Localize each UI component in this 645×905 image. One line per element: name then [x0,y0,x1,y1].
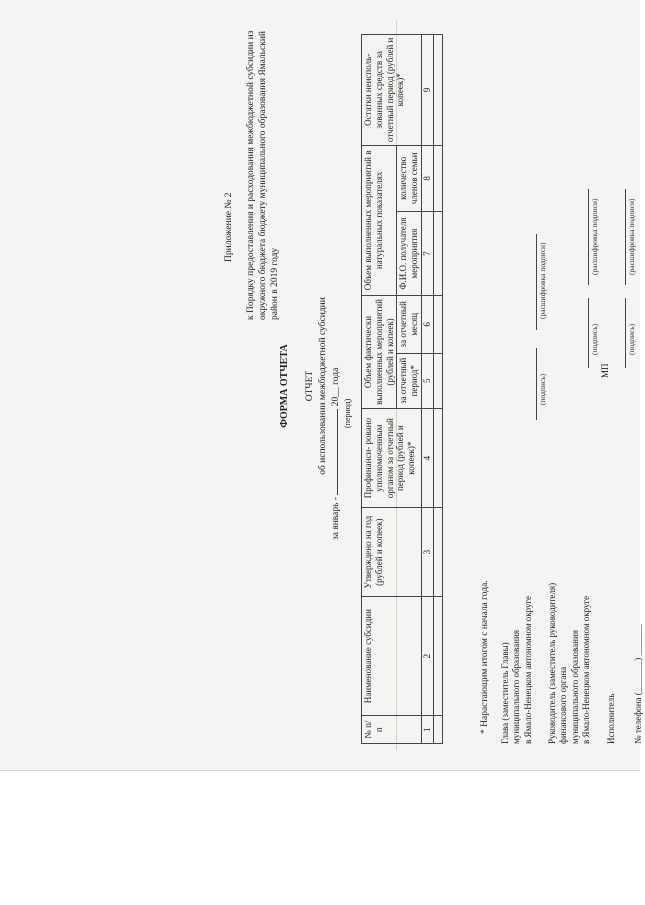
report-period [330,140,342,540]
header-recipient: Ф.И.О. получателя мероприятия [397,212,422,296]
report-subtitle: об использовании межбюджетной субсидии [318,297,328,475]
column-number: 4 [421,408,433,508]
header-family-members: количество членов семьи [397,145,422,211]
header-natural-volume: Объем выполненных мероприятий в натуральных показателях [362,145,397,295]
header-for-month: за отчетный месяц [397,296,422,354]
header-remaining: Остатки неисполь- зованных средств за отчетный период (рублей и копеек)* [362,35,422,146]
header-number: № п/п [362,716,422,744]
table-header-row [362,35,397,744]
column-number: 3 [421,508,433,596]
report-table [361,34,443,744]
phone-field: № телефона (_______) _______ [633,624,643,744]
footnote: * Нарастающим итогом с начала года. [480,580,490,734]
period-caption: (период) [343,398,352,428]
report-title: ОТЧЕТ [305,370,315,402]
form-title: ФОРМА ОТЧЕТА [279,344,290,428]
head-signatory: Глава (заместитель Главы) муниципального образования в Ямало-Ненецком автономном округе [500,595,533,744]
header-subsidy-name: Наименование субсидии [362,596,422,715]
executor-label: Исполнитель [606,693,616,744]
rotated-document: Приложение № 2 к Порядку предоставления и расходования межбюджетной субсидии из окружного бюджета бюджету муниципального образования Ямальский район в 2019 году ФОРМА ОТЧЕТА ОТЧЕТ об использовании межбюджетной субсидии за январь - 20__ года (период) № п/п Наименование субсидии Утверждено на год (рублей и копеек) Профинанси- ровано уполномоченным органом за отчетный период (рублей и копеек)* Объем фактически выполненных мероприятий (рублей и копеек) Объем выполненных мероприятий в натуральных показателях Остатки неисполь- зованных средств за отчетный период (рублей и копеек)* за отчетный период* за отчетный месяц Ф.И.О. получателя мероприятия количество членов семьи 1 2 3 4 5 6 7 8 9 * Нарастающим итогом с начала года. Глава (заместитель Главы) муниципального образования в Ямало-Ненецком автономном округе (подпись) (расшифровка подписи) Руководитель (заместитель руководителя) финансового органа муниципального образования в Ямало-Ненецком автономном округе (подпись) (расшифровка подписи) Исполнитель МП № телефона (_______) _______ (подпись) (расшифровка подписи) [219,12,585,760]
column-number: 8 [421,145,433,211]
appendix-title: Приложение № 2 [224,192,234,262]
column-number: 7 [421,212,433,296]
finance-signatory: Руководитель (заместитель руководителя) финансового органа муниципального образования в Ямало-Ненецком автономном округе [547,582,591,744]
table-row [421,35,433,744]
header-financed: Профинанси- ровано уполномоченным органом за отчетный период (рублей и копеек)* [362,408,422,508]
period-suffix: 20__ года [331,367,341,407]
column-number: 5 [421,353,433,408]
seal-place: МП [600,363,610,378]
header-approved: Утверждено на год (рублей и копеек) [362,508,422,596]
header-actual-volume: Объем фактически выполненных мероприятий (рублей и копеек) [362,296,397,409]
appendix-text: к Порядку предоставления и расходования межбюджетной субсидии из окружного бюджета бюджету муниципального образования Ямальский район в 2019 году [246,30,281,320]
table-row [433,35,442,744]
header-for-period: за отчетный период* [397,353,422,408]
column-number: 9 [421,35,433,146]
column-number: 1 [421,716,433,744]
column-number: 6 [421,296,433,354]
period-prefix: за январь - [331,497,341,540]
column-number: 2 [421,596,433,715]
